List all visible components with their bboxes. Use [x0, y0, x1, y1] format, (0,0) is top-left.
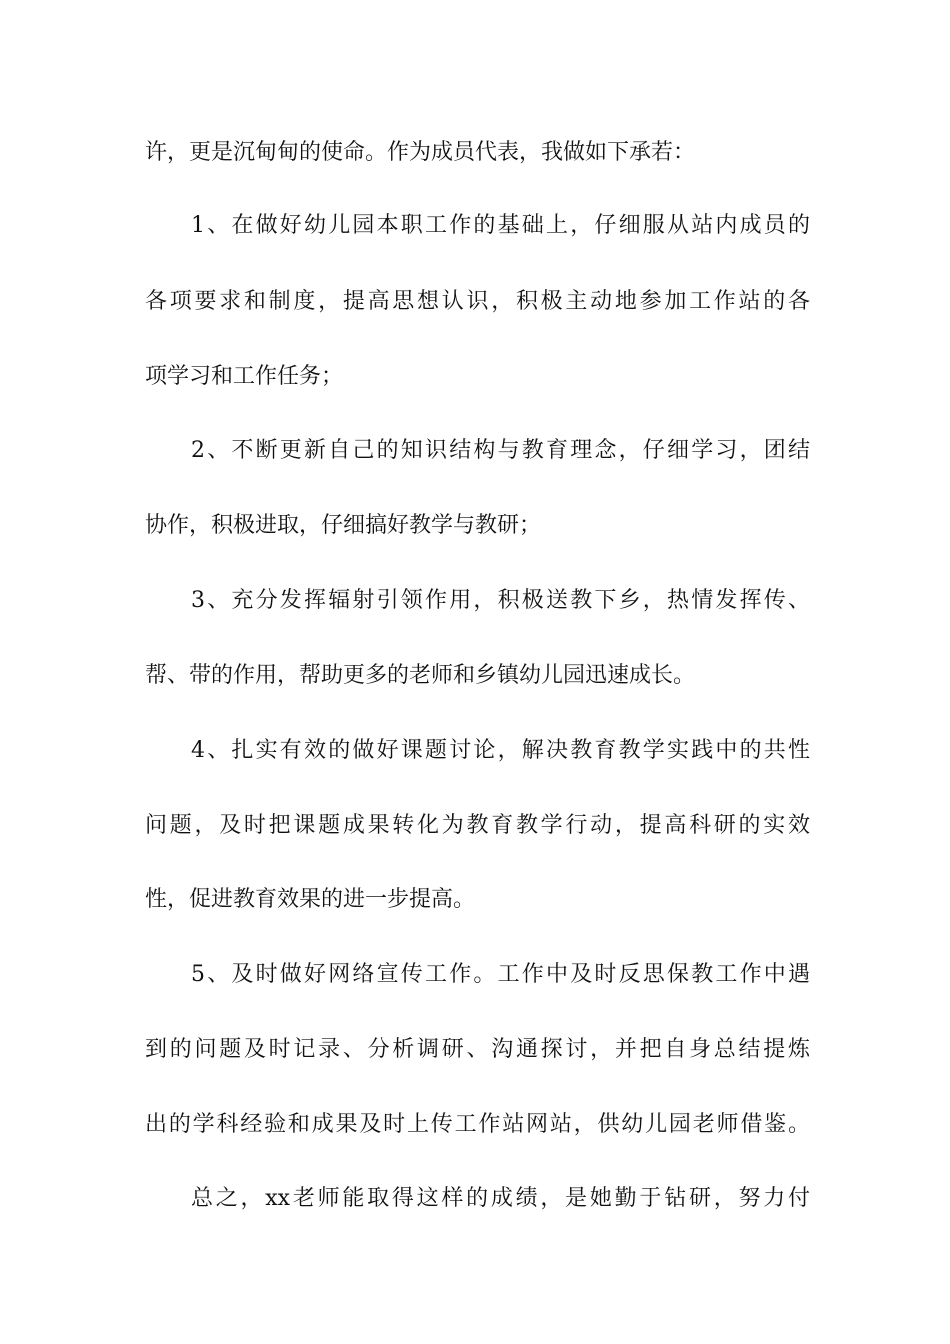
text-line: 总之，xx老师能取得这样的成绩，是她勤于钻研，努力付 — [191, 1186, 810, 1211]
text-line: 1、在做好幼儿园本职工作的基础上，仔细服从站内成员的 — [191, 213, 810, 238]
text-line: 出的学科经验和成果及时上传工作站网站，供幼儿园老师借鉴。 — [145, 1112, 810, 1137]
text-line: 各项要求和制度，提高思想认识，积极主动地参加工作站的各 — [145, 289, 810, 314]
text-line: 协作，积极进取，仔细搞好教学与教研； — [145, 513, 542, 538]
text-line: 2、不断更新自己的知识结构与教育理念，仔细学习，团结 — [191, 438, 810, 463]
text-line: 性，促进教育效果的进一步提高。 — [145, 887, 476, 912]
text-line: 许，更是沉甸甸的使命。作为成员代表，我做如下承若： — [145, 140, 696, 165]
text-line: 4、扎实有效的做好课题讨论，解决教育教学实践中的共性 — [191, 738, 810, 763]
text-line: 问题，及时把课题成果转化为教育教学行动，提高科研的实效 — [145, 813, 810, 838]
text-line: 帮、带的作用，帮助更多的老师和乡镇幼儿园迅速成长。 — [145, 663, 696, 688]
text-line: 5、及时做好网络宣传工作。工作中及时反思保教工作中遇 — [191, 962, 810, 987]
text-line: 到的问题及时记录、分析调研、沟通探讨，并把自身总结提炼 — [145, 1037, 810, 1062]
text-line: 3、充分发挥辐射引领作用，积极送教下乡，热情发挥传、 — [191, 588, 810, 613]
text-line: 项学习和工作任务； — [145, 364, 344, 389]
